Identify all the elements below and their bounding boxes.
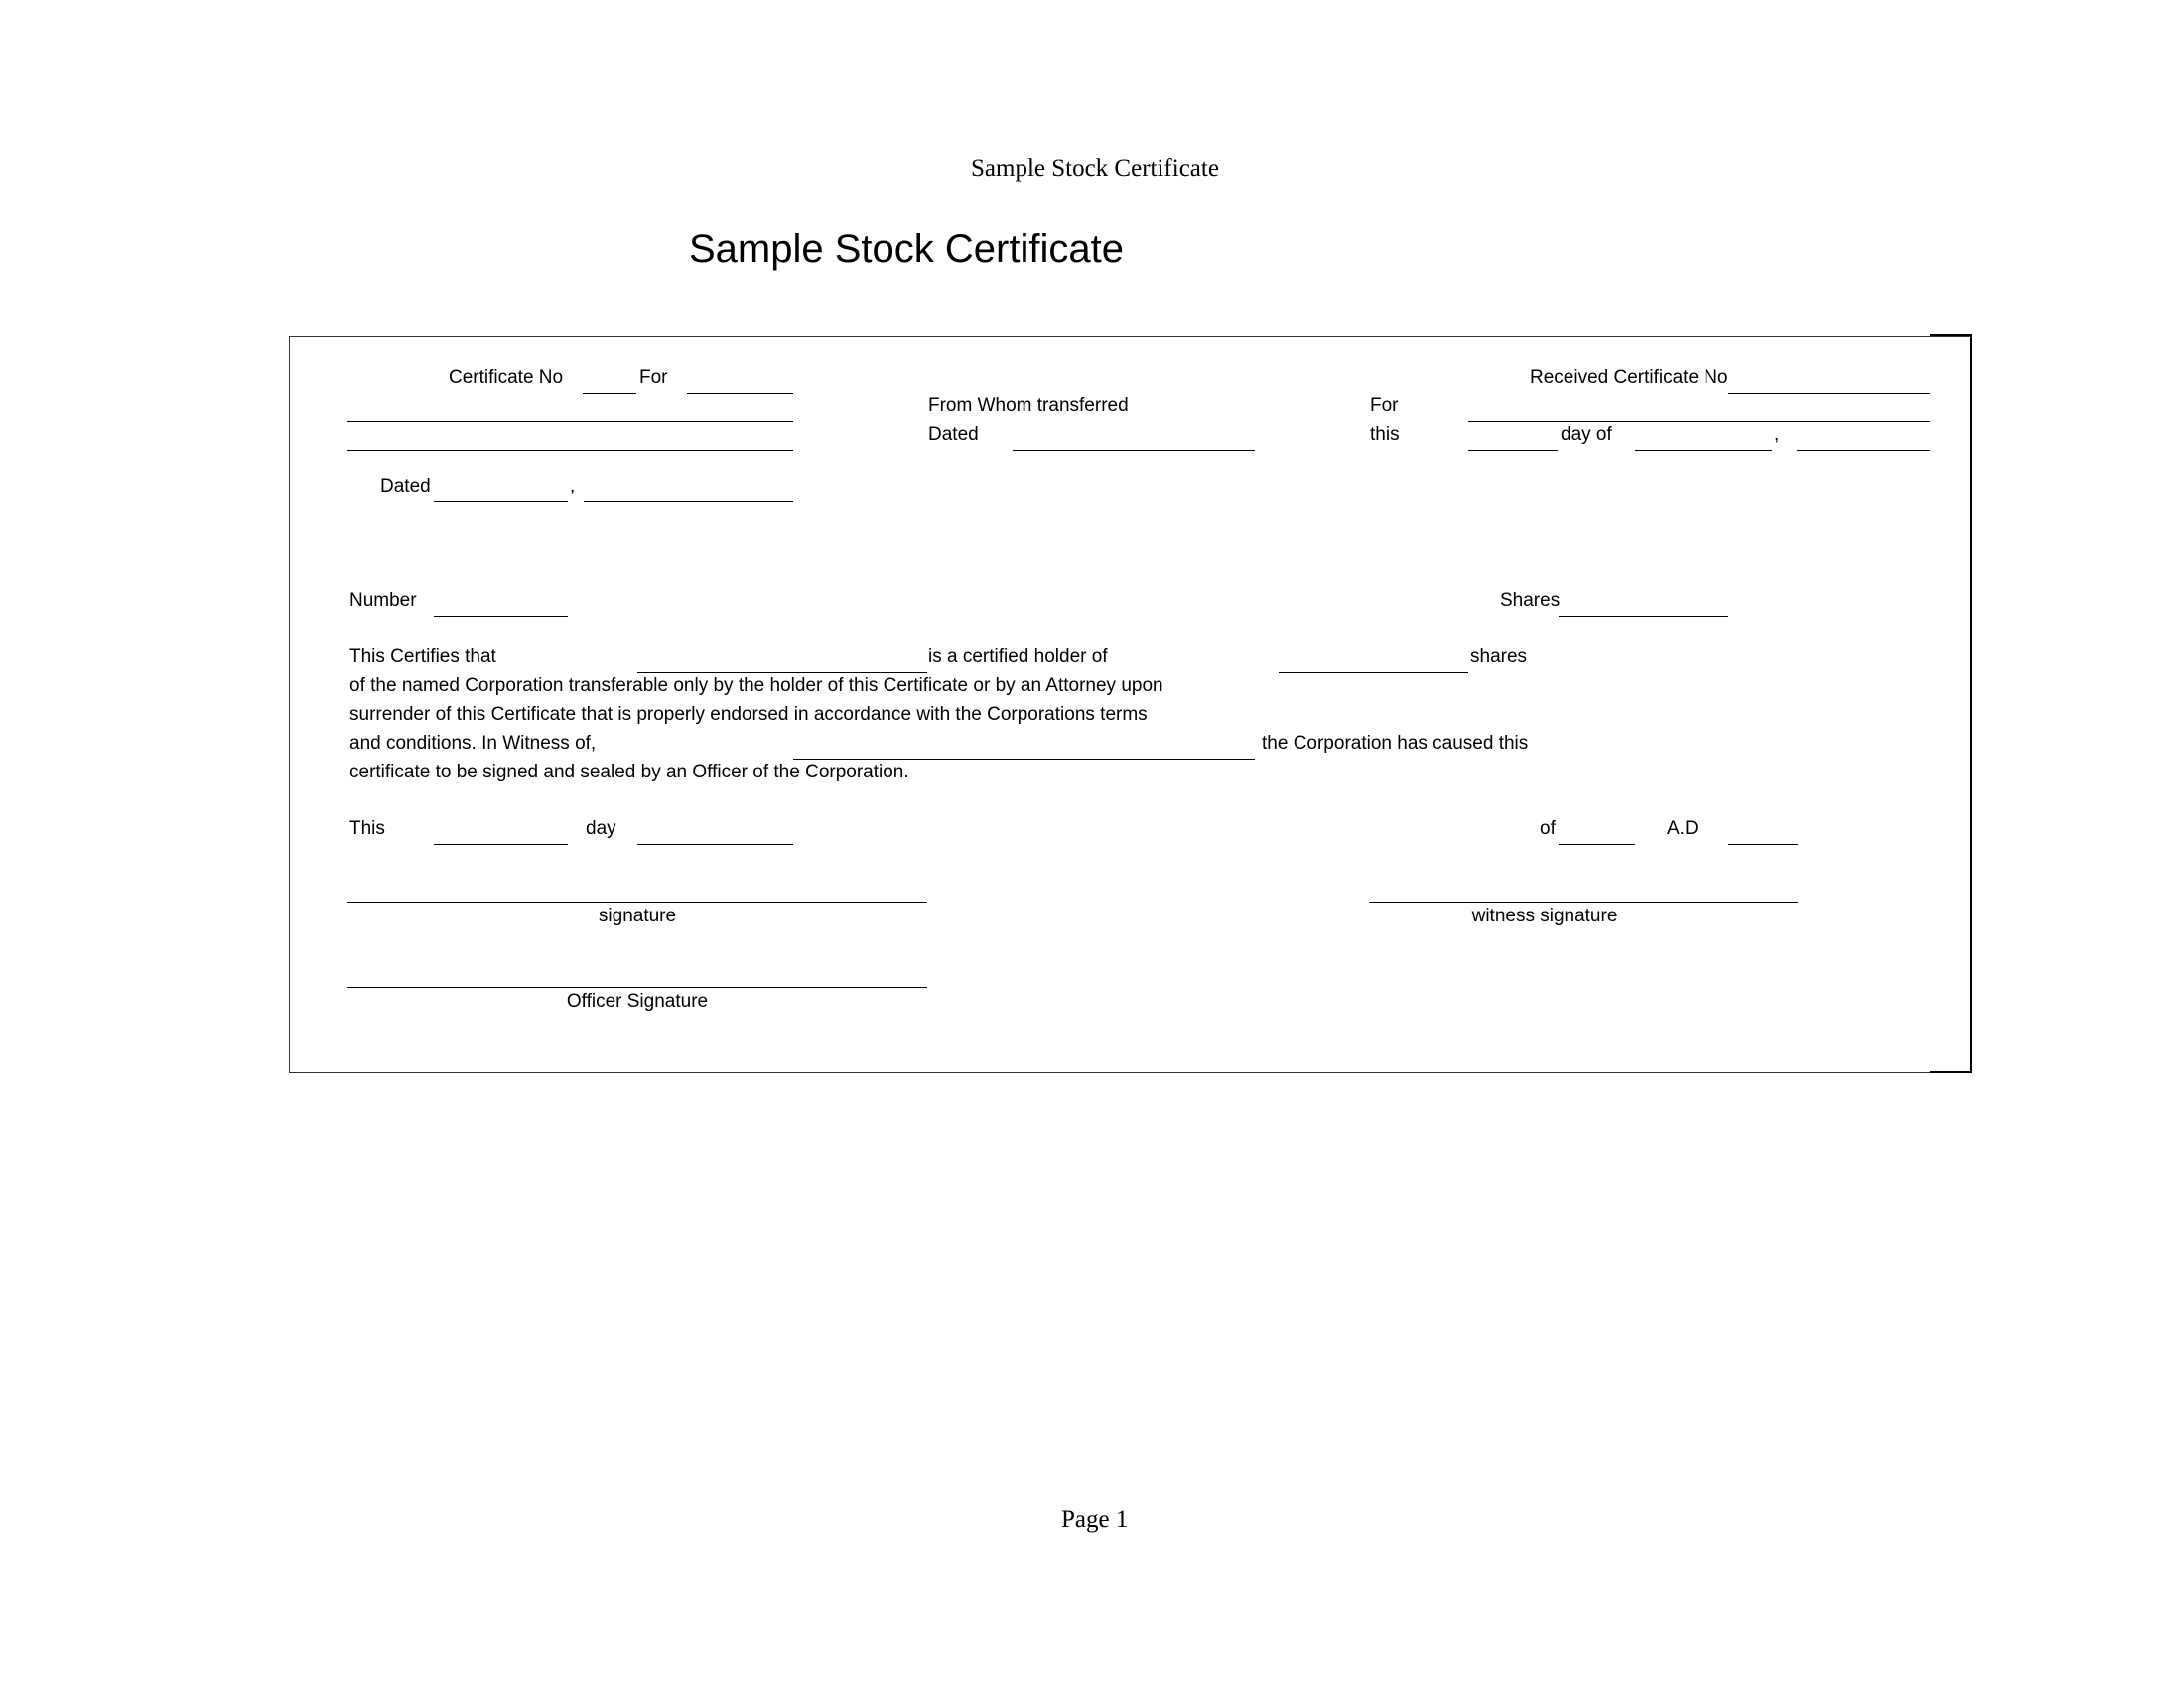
officer-signature-label: Officer Signature bbox=[566, 991, 709, 1012]
of-label: of bbox=[1540, 818, 1556, 839]
signature-label: signature bbox=[598, 906, 677, 926]
stub-dated-label: Dated bbox=[380, 476, 431, 496]
body-line-2: of the named Corporation transferable only by the holder of this Certificate or by an Attorney upon bbox=[349, 675, 1163, 696]
ad-label: A.D bbox=[1667, 818, 1699, 839]
frame-top-right-tick bbox=[1930, 334, 1972, 336]
stub-year-field[interactable] bbox=[584, 501, 793, 502]
stub-for-field[interactable] bbox=[687, 393, 793, 394]
share-count-field[interactable] bbox=[1279, 672, 1468, 673]
signature-line[interactable] bbox=[347, 902, 927, 903]
frame-bottom-right-tick bbox=[1930, 1071, 1972, 1073]
received-year-field[interactable] bbox=[1797, 450, 1930, 451]
received-comma: , bbox=[1774, 424, 1780, 445]
received-cert-field[interactable] bbox=[1728, 393, 1930, 394]
received-this-label: this bbox=[1370, 424, 1400, 445]
of-field[interactable] bbox=[1559, 844, 1635, 845]
received-month-field[interactable] bbox=[1635, 450, 1772, 451]
number-field[interactable] bbox=[434, 616, 568, 617]
ad-year-field[interactable] bbox=[1728, 844, 1798, 845]
body-line-4a: and conditions. In Witness of, bbox=[349, 733, 597, 754]
day-month-field[interactable] bbox=[637, 844, 793, 845]
transfer-dated-label: Dated bbox=[928, 424, 979, 445]
stub-for-label: For bbox=[639, 367, 668, 388]
body-line-4b: the Corporation has caused this bbox=[1262, 733, 1529, 754]
holder-of-label: is a certified holder of bbox=[928, 646, 1108, 667]
this-label: This bbox=[349, 818, 385, 839]
witness-of-field[interactable] bbox=[793, 759, 1255, 760]
stub-line-1[interactable] bbox=[347, 421, 793, 422]
page-header: Sample Stock Certificate bbox=[971, 155, 1219, 182]
stub-comma: , bbox=[570, 476, 576, 496]
received-day-field[interactable] bbox=[1468, 450, 1558, 451]
received-cert-label: Received Certificate No bbox=[1530, 367, 1728, 388]
number-label: Number bbox=[349, 590, 417, 611]
body-line-5: certificate to be signed and sealed by an Officer of the Corporation. bbox=[349, 762, 909, 782]
officer-signature-line[interactable] bbox=[347, 987, 927, 988]
shares-field[interactable] bbox=[1559, 616, 1728, 617]
certifies-label: This Certifies that bbox=[349, 646, 496, 667]
certificate-no-label: Certificate No bbox=[449, 367, 564, 388]
shares-word: shares bbox=[1470, 646, 1528, 667]
certificate-no-field[interactable] bbox=[583, 393, 636, 394]
this-day-field[interactable] bbox=[434, 844, 568, 845]
received-for-label: For bbox=[1370, 395, 1399, 416]
received-day-of-label: day of bbox=[1561, 424, 1612, 445]
stub-dated-field[interactable] bbox=[434, 501, 568, 502]
transfer-dated-field[interactable] bbox=[1013, 450, 1255, 451]
shares-label: Shares bbox=[1500, 590, 1561, 611]
stub-line-2[interactable] bbox=[347, 450, 793, 451]
from-whom-label: From Whom transferred bbox=[928, 395, 1129, 416]
body-line-3: surrender of this Certificate that is properly endorsed in accordance with the Corporations terms bbox=[349, 704, 1148, 725]
witness-signature-label: witness signature bbox=[1471, 906, 1618, 926]
page-number: Page 1 bbox=[1061, 1506, 1129, 1533]
witness-signature-line[interactable] bbox=[1369, 902, 1798, 903]
frame-right-edge bbox=[1970, 335, 1972, 1073]
holder-name-field[interactable] bbox=[637, 672, 927, 673]
received-for-field[interactable] bbox=[1468, 421, 1930, 422]
day-label: day bbox=[586, 818, 616, 839]
document-title: Sample Stock Certificate bbox=[689, 227, 1124, 271]
